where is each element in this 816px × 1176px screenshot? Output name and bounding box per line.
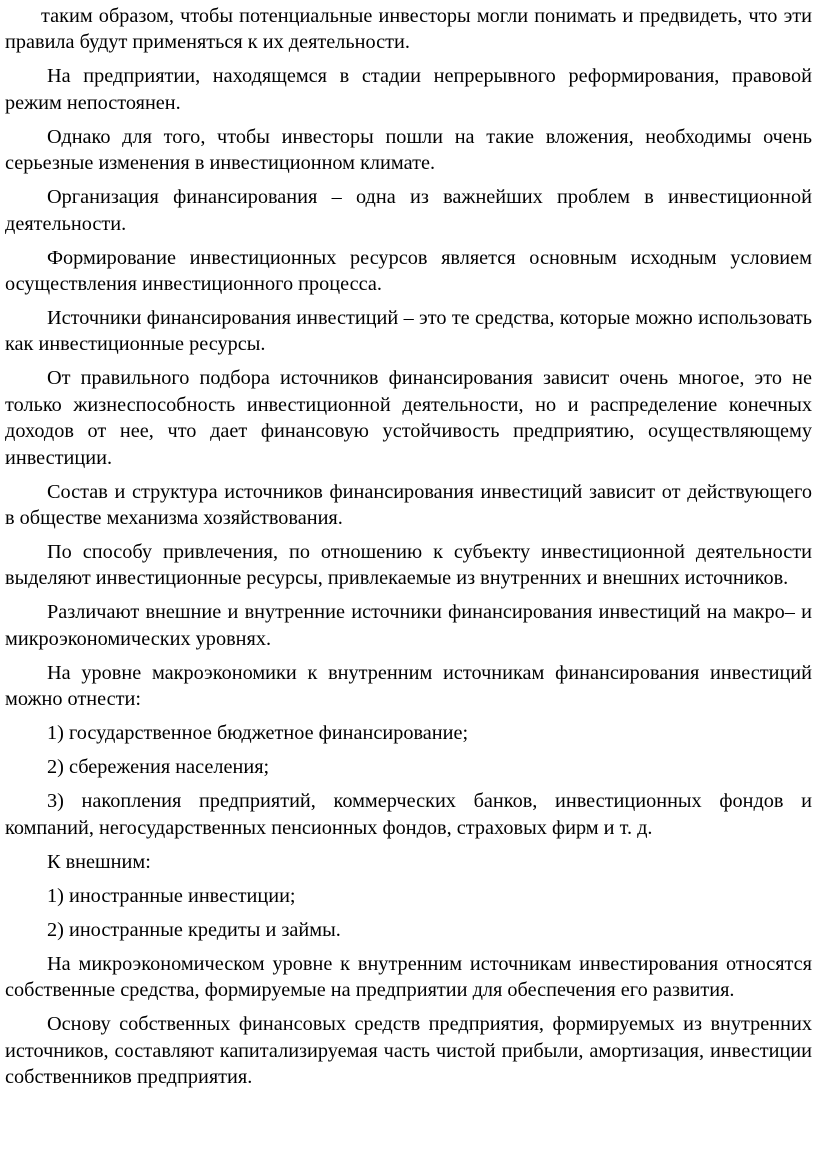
list-item-macro-internal-1: 1) государственное бюджетное финансирование; bbox=[47, 722, 469, 745]
paragraph-6: Источники финансирования инвестиций – это те средства, которые можно использовать как инвестиционные ресурсы. bbox=[5, 307, 812, 356]
paragraph-9: По способу привлечения, по отношению к субъекту инвестиционной деятельности выделяют инвестиционные ресурсы, привлекаемые из внутренних и внешних источников. bbox=[5, 541, 812, 590]
paragraph-2: На предприятии, находящемся в стадии непрерывного реформирования, правовой режим непостоянен. bbox=[5, 65, 812, 114]
list-item-macro-internal-3: 3) накопления предприятий, коммерческих банков, инвестиционных фондов и компаний, негосударственных пенсионных фондов, страховых фирм и т. д. bbox=[5, 790, 812, 839]
list-item-external-2: 2) иностранные кредиты и займы. bbox=[47, 918, 341, 941]
paragraph-8: Состав и структура источников финансирования инвестиций зависит от действующего в обществе механизма хозяйствования. bbox=[5, 480, 812, 530]
document-page bbox=[5, 3, 812, 1098]
paragraph-last: Основу собственных финансовых средств предприятия, формируемых из внутренних источников, составляют капитализируемая часть чистой прибыли, амортизация, инвестиции собственников предприятия. bbox=[5, 1013, 812, 1088]
paragraph-11: На уровне макроэкономики к внутренним источникам финансирования инвестиций можно отнести: bbox=[5, 661, 812, 711]
list-item-macro-internal-2: 2) сбережения населения; bbox=[47, 756, 270, 779]
paragraph-micro: На микроэкономическом уровне к внутренним источникам инвестирования относятся собственные средства, формируемые на предприятии для обеспечения его развития. bbox=[5, 952, 812, 1002]
paragraph-3: Однако для того, чтобы инвесторы пошли на такие вложения, необходимы очень серьезные изменения в инвестиционном климате. bbox=[5, 125, 812, 175]
paragraph-1: таким образом, чтобы потенциальные инвесторы могли понимать и предвидеть, что эти правила будут применяться к их деятельности. bbox=[5, 5, 812, 54]
paragraph-10: Различают внешние и внутренние источники финансирования инвестиций на макро– и микроэкономических уровнях. bbox=[5, 601, 812, 650]
list-item-external-1: 1) иностранные инвестиции; bbox=[47, 884, 296, 907]
paragraph-5: Формирование инвестиционных ресурсов является основным исходным условием осуществления инвестиционного процесса. bbox=[5, 246, 812, 296]
paragraph-external-heading: К внешним: bbox=[47, 850, 151, 873]
paragraph-7: От правильного подбора источников финансирования зависит очень многое, это не только жизнеспособность инвестиционной деятельности, но и распределение конечных доходов от нее, что дает финансовую устойчивость предприятию, осуществляющему инвестиции. bbox=[5, 367, 812, 469]
paragraph-4: Организация финансирования – одна из важнейших проблем в инвестиционной деятельности. bbox=[5, 186, 812, 235]
